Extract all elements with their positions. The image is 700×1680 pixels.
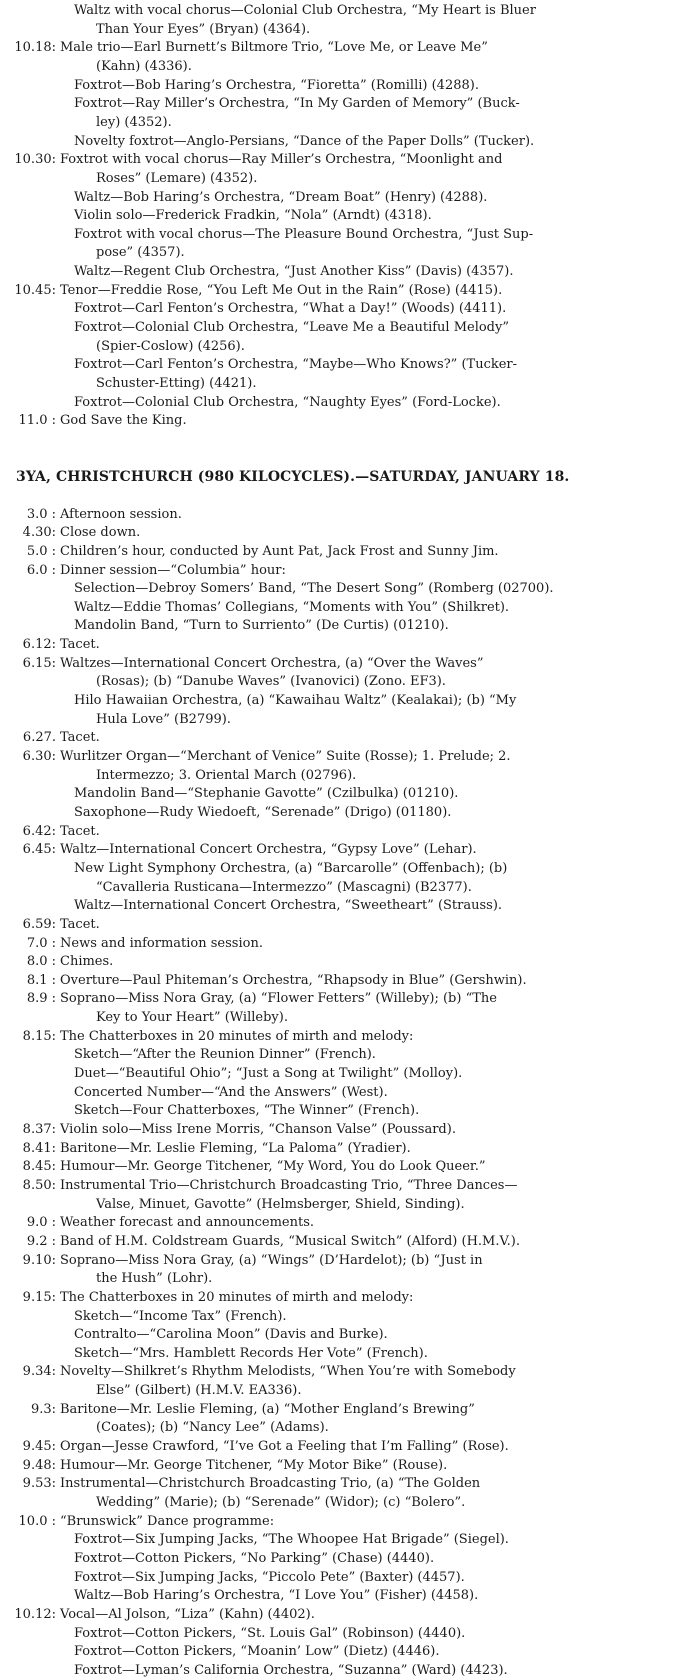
program-entry-continuation [96,767,356,785]
time-label: 9.48: [22,1457,56,1473]
program-entry [74,692,516,710]
time-label: 8.15: [22,1028,56,1044]
program-entry [0,151,502,169]
entry-text: Waltzes—International Concert Orchestra, (a) “Over the Waves” [60,655,484,671]
program-entry [0,1606,315,1624]
program-entry [0,1401,475,1419]
time-label: 6.30: [22,749,56,764]
program-entry [74,1587,478,1605]
entry-text: Than Your Eyes” (Bryan) (4364). [96,21,311,37]
program-entry [0,729,100,747]
entry-text: Humour—Mr. George Titchener, “My Motor Bike” (Rouse). [60,1457,448,1473]
program-entry [0,1214,314,1232]
entry-text: Humour—Mr. George Titchener, “My Word, You do Look Queer.” [60,1159,486,1175]
entry-text: Foxtrot—Carl Fenton’s Orchestra, “What a Day!” (Woods) (4411). [74,301,507,317]
program-entry-continuation [96,1009,288,1027]
program-entry-continuation [96,711,231,729]
entry-text: Waltz—Bob Haring’s Orchestra, “Dream Boat” (Henry) (4288). [74,189,488,205]
program-entry [74,394,501,412]
entry-text: Tenor—Freddie Rose, “You Left Me Out in the Rain” (Rose) (4415). [60,282,503,298]
time-label: 9.0 : [26,1215,56,1231]
time-label: 6.15: [22,655,56,671]
entry-text: Foxtrot—Six Jumping Jacks, “Piccolo Pete” (Baxter) (4457). [74,1569,465,1585]
entry-text: Waltz—International Concert Orchestra, “Gypsy Love” (Lehar). [60,842,477,858]
program-entry [74,356,517,374]
program-entry [74,1643,439,1661]
program-entry-continuation [96,338,245,356]
entry-text: Foxtrot—Lyman’s California Orchestra, “Suzanna” (Ward) (4423). [74,1662,508,1678]
program-entry [74,226,533,244]
entry-text: (Spier-Coslow) (4256). [96,338,245,354]
entry-text: Schuster-Etting) (4421). [96,376,257,391]
program-entry [0,1289,413,1307]
entry-text: Waltz—Bob Haring’s Orchestra, “I Love You” (Fisher) (4458). [74,1588,479,1604]
program-entry [74,133,534,151]
time-label: 9.15: [22,1289,56,1305]
entry-text: Organ—Jesse Crawford, “I’ve Got a Feeling that I’m Falling” (Rose). [60,1439,509,1455]
program-entry-continuation [96,170,257,188]
entry-text: The Chatterboxes in 20 minutes of mirth and melody: [60,1028,414,1044]
entry-text: Mandolin Band—“Stephanie Gavotte” (Czilbulka) (01210). [74,786,459,802]
time-label: 10.45: [14,282,56,298]
program-entry [0,655,483,673]
program-entry-continuation [96,1494,465,1512]
program-entry-continuation [96,879,472,897]
entry-text: Dinner session—“Columbia” hour: [60,562,286,578]
entry-text: “Brunswick” Dance programme: [60,1513,275,1529]
entry-text: Waltz—Eddie Thomas’ Collegians, “Moments with You” (Shilkret). [74,599,510,615]
program-entry [0,1475,480,1493]
program-entry [0,823,100,841]
program-entry [74,1569,465,1587]
program-entry [0,916,100,934]
program-entry-continuation [96,58,192,76]
entry-text: Valse, Minuet, Gavotte” (Helmsberger, Shield, Sinding). [96,1196,465,1212]
program-entry [0,935,263,953]
entry-text: Baritone—Mr. Leslie Fleming, “La Paloma” (Yradier). [60,1140,411,1156]
program-entry [0,1438,509,1456]
entry-text: Foxtrot—Carl Fenton’s Orchestra, “Maybe—Who Knows?” (Tucker- [74,357,518,373]
program-entry [0,543,499,561]
program-entry-continuation [96,114,172,132]
time-label: 10.12: [14,1606,56,1622]
program-entry [74,897,502,915]
entry-text: Foxtrot with vocal chorus—The Pleasure Bound Orchestra, “Just Sup- [74,226,534,242]
entry-text: Contralto—“Carolina Moon” (Davis and Burke). [74,1327,388,1343]
entry-text: Chimes. [60,954,114,970]
program-entry [74,617,449,635]
program-entry [0,1252,483,1270]
time-label: 10.0 : [18,1513,56,1529]
program-entry [0,1177,517,1195]
entry-text: “Cavalleria Rusticana—Intermezzo” (Mascagni) (B2377). [96,879,472,895]
program-entry [0,412,187,430]
entry-text: Sketch—“Mrs. Hamblett Records Her Vote” (French). [74,1345,428,1361]
program-entry [0,1363,516,1381]
entry-text: Wurlitzer Organ—“Merchant of Venice” Suite (Rosse); 1. Prelude; 2. [60,749,511,764]
time-label: 6.42: [22,823,56,839]
entry-text: Hula Love” (B2799). [96,711,231,727]
entry-text: Sketch—“After the Reunion Dinner” (French). [74,1047,376,1063]
entry-text: Close down. [60,525,141,541]
time-label: 11.0 : [18,413,56,429]
entry-text: Waltz—Regent Club Orchestra, “Just Another Kiss” (Davis) (4357). [74,264,514,280]
entry-text: Tacet. [60,637,100,653]
time-label: 6.45: [22,842,56,858]
time-label: 10.18: [14,40,56,56]
entry-text: Waltz—International Concert Orchestra, “Sweetheart” (Strauss). [74,898,503,914]
entry-text: Soprano—Miss Nora Gray, (a) “Flower Fetters” (Willeby); (b) “The [60,991,497,1007]
program-entry [0,1158,485,1176]
program-entry [0,972,527,990]
time-label: 10.30: [14,152,56,168]
entry-text: Tacet. [60,823,100,839]
entry-text: Novelty foxtrot—Anglo-Persians, “Dance of the Paper Dolls” (Tucker). [74,133,535,149]
program-entry [0,990,497,1008]
time-label: 4.30: [22,525,56,541]
entry-text: Instrumental—Christchurch Broadcasting Trio, (a) “The Golden [60,1476,481,1492]
program-entry [0,39,488,57]
entry-text: Overture—Paul Phiteman’s Orchestra, “Rhapsody in Blue” (Gershwin). [60,972,527,988]
entry-text: Novelty—Shilkret’s Rhythm Melodists, “When You’re with Somebody [60,1364,516,1380]
time-label: 6.59: [22,916,56,932]
program-entry [74,300,506,318]
entry-text: Wedding” (Marie); (b) “Serenade” (Widor); (c) “Bolero”. [96,1495,466,1510]
entry-text: Tacet. [60,916,100,932]
program-entry [74,319,509,337]
program-entry [0,1140,411,1158]
entry-text: The Chatterboxes in 20 minutes of mirth and melody: [60,1289,414,1305]
entry-text: Foxtrot—Cotton Pickers, “Moanin’ Low” (Dietz) (4446). [74,1644,440,1660]
entry-text: Sketch—“Income Tax” (French). [74,1308,287,1324]
program-entry [74,1625,465,1643]
program-entry [0,506,182,524]
entry-text: (Kahn) (4336). [96,58,192,74]
program-entry [74,2,536,20]
entry-text: ley) (4352). [96,114,172,130]
time-label: 5.0 : [26,543,56,559]
entry-text: Foxtrot with vocal chorus—Ray Miller’s Orchestra, “Moonlight and [60,152,503,168]
program-entry-continuation [96,673,446,691]
program-entry [0,1233,520,1251]
time-label: 9.45: [22,1439,56,1455]
time-label: 9.34: [22,1364,56,1380]
entry-text: God Save the King. [60,413,187,429]
entry-text: Tacet. [60,730,100,746]
entry-text: Children’s hour, conducted by Aunt Pat, Jack Frost and Sunny Jim. [60,543,499,559]
entry-text: Roses” (Lemare) (4352). [96,170,258,186]
program-entry [74,1345,428,1363]
program-entry [74,1550,434,1568]
program-entry-continuation [96,375,256,393]
program-entry-continuation [96,21,310,39]
entry-text: Hilo Hawaiian Orchestra, (a) “Kawaihau Waltz” (Kealakai); (b) “My [74,693,517,709]
program-entry [0,282,502,300]
time-label: 9.53: [22,1476,56,1492]
program-entry [0,1028,413,1046]
entry-text: Key to Your Heart” (Willeby). [96,1010,288,1026]
program-entry [0,1513,274,1531]
time-label: 8.45: [22,1159,56,1175]
program-entry [74,77,479,95]
time-label: 6.12: [22,637,56,653]
program-entry [0,1457,447,1475]
station-heading: 3YA, CHRISTCHURCH (980 KILOCYCLES).—SATURDAY, JANUARY 18. [16,469,570,486]
program-entry [74,1084,388,1102]
entry-text: Mandolin Band, “Turn to Surriento” (De Curtis) (01210). [74,618,449,634]
program-entry [74,860,507,878]
entry-text: Afternoon session. [60,506,182,522]
program-entry [74,1102,419,1120]
program-entry [0,748,511,766]
program-entry [74,95,520,113]
time-label: 8.1 : [26,972,56,988]
program-entry-continuation [96,1382,301,1400]
program-entry [0,841,477,859]
entry-text: Violin solo—Miss Irene Morris, “Chanson Valse” (Poussard). [60,1122,456,1137]
program-entry [74,1308,287,1326]
time-label: 8.0 : [26,954,56,970]
program-entry [0,636,100,654]
entry-text: the Hush” (Lohr). [96,1271,213,1287]
entry-text: Foxtrot—Cotton Pickers, “St. Louis Gal” (Robinson) (4440). [74,1625,466,1641]
program-entry [74,599,509,617]
entry-text: Waltz with vocal chorus—Colonial Club Orchestra, “My Heart is Bluer [74,3,536,18]
program-entry [74,1531,509,1549]
program-entry [74,785,458,803]
time-label: 6.0 : [26,562,56,578]
program-entry-continuation [96,1196,465,1214]
program-entry [74,1046,376,1064]
entry-text: Violin solo—Frederick Fradkin, “Nola” (Arndt) (4318). [74,208,432,224]
entry-text: Foxtrot—Colonial Club Orchestra, “Leave Me a Beautiful Melody” [74,320,509,336]
entry-text: Foxtrot—Ray Miller’s Orchestra, “In My Garden of Memory” (Buck- [74,96,520,112]
time-label: 8.9 : [26,991,56,1007]
entry-text: Vocal—Al Jolson, “Liza” (Kahn) (4402). [60,1606,315,1622]
program-entry [74,580,554,598]
program-entry [74,189,487,207]
entry-text: (Rosas); (b) “Danube Waves” (Ivanovici) (Zono. EF3). [96,674,446,690]
program-entry [74,207,432,225]
program-entry-continuation [96,1270,212,1288]
program-entry [74,263,513,281]
entry-text: Foxtrot—Bob Haring’s Orchestra, “Fioretta” (Romilli) (4288). [74,77,479,93]
time-label: 9.2 : [26,1233,56,1249]
time-label: 8.37: [22,1122,56,1137]
entry-text: Male trio—Earl Burnett’s Biltmore Trio, “Love Me, or Leave Me” [60,40,488,56]
time-label: 8.50: [22,1177,56,1193]
entry-text: Instrumental Trio—Christchurch Broadcasting Trio, “Three Dances— [60,1177,518,1193]
time-label: 3.0 : [26,506,56,522]
entry-text: Band of H.M. Coldstream Guards, “Musical Switch” (Alford) (H.M.V.). [60,1233,520,1249]
entry-text: Weather forecast and announcements. [60,1215,315,1231]
program-entry [0,1121,456,1139]
time-label: 9.3: [30,1401,56,1417]
entry-text: Soprano—Miss Nora Gray, (a) “Wings” (D’Hardelot); (b) “Just in [60,1252,483,1268]
program-entry [74,1326,388,1344]
entry-text: pose” (4357). [96,245,185,261]
time-label: 7.0 : [26,935,56,951]
entry-text: New Light Symphony Orchestra, (a) “Barcarolle” (Offenbach); (b) [74,860,508,876]
entry-text: Sketch—Four Chatterboxes, “The Winner” (French). [74,1103,420,1119]
entry-text: (Coates); (b) “Nancy Lee” (Adams). [96,1420,329,1436]
program-entry [0,953,113,971]
entry-text: Intermezzo; 3. Oriental March (02796). [96,767,357,783]
program-entry [0,524,140,542]
program-entry [0,562,286,580]
program-entry-continuation [96,1419,329,1437]
entry-text: Else” (Gilbert) (H.M.V. EA336). [96,1383,302,1399]
entry-text: Selection—Debroy Somers’ Band, “The Desert Song” (Romberg (02700). [74,581,554,597]
time-label: 8.41: [22,1140,56,1156]
entry-text: News and information session. [60,935,263,951]
entry-text: Foxtrot—Cotton Pickers, “No Parking” (Chase) (4440). [74,1550,435,1566]
entry-text: Duet—“Beautiful Ohio”; “Just a Song at Twilight” (Molloy). [74,1066,463,1082]
entry-text: Concerted Number—“And the Answers” (West). [74,1084,388,1100]
program-entry [74,1662,508,1680]
program-entry [74,1065,462,1083]
entry-text: Baritone—Mr. Leslie Fleming, (a) “Mother England’s Brewing” [60,1401,475,1417]
program-entry-continuation [96,244,185,262]
program-entry [74,804,451,822]
time-label: 6.27. [22,730,56,746]
time-label: 9.10: [22,1252,56,1268]
entry-text: Saxophone—Rudy Wiedoeft, “Serenade” (Drigo) (01180). [74,804,452,820]
entry-text: Foxtrot—Colonial Club Orchestra, “Naughty Eyes” (Ford-Locke). [74,394,501,410]
entry-text: Foxtrot—Six Jumping Jacks, “The Whoopee Hat Brigade” (Siegel). [74,1532,509,1548]
